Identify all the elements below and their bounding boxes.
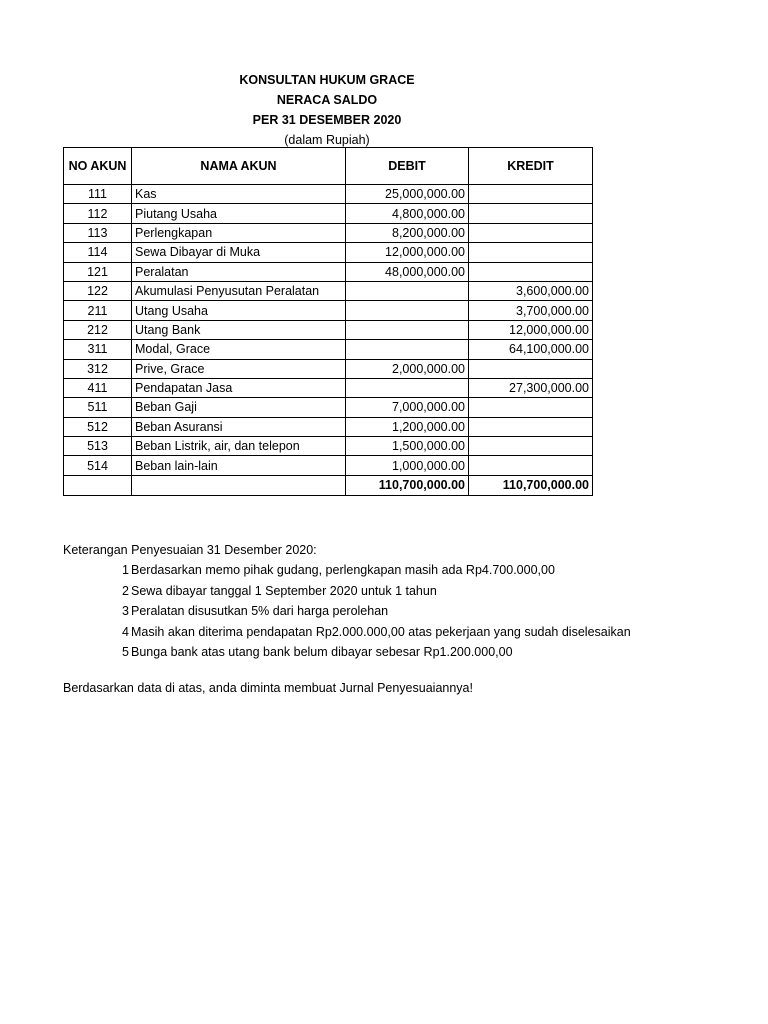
kredit-amount xyxy=(469,185,593,204)
report-title: NERACA SALDO xyxy=(276,93,378,107)
account-number: 411 xyxy=(64,378,132,397)
note-text: Peralatan disusutkan 5% dari harga perolehan xyxy=(131,604,389,619)
note-item xyxy=(63,581,631,601)
account-name: Peralatan xyxy=(132,262,346,281)
total-name-cell xyxy=(132,475,346,495)
kredit-amount xyxy=(469,243,593,262)
column-header-nama-akun: NAMA AKUN xyxy=(132,148,346,185)
account-number: 121 xyxy=(64,262,132,281)
column-header-debit: DEBIT xyxy=(346,148,469,185)
account-number: 112 xyxy=(64,204,132,223)
notes-heading: Keterangan Penyesuaian 31 Desember 2020: xyxy=(63,543,317,557)
debit-amount xyxy=(346,320,469,339)
kredit-amount: 3,700,000.00 xyxy=(469,301,593,320)
table-row xyxy=(64,417,593,436)
debit-amount: 8,200,000.00 xyxy=(346,223,469,242)
account-number: 311 xyxy=(64,340,132,359)
debit-amount: 12,000,000.00 xyxy=(346,243,469,262)
account-name: Beban lain-lain xyxy=(132,456,346,475)
debit-amount xyxy=(346,378,469,397)
table-header-row xyxy=(64,148,593,185)
account-number: 111 xyxy=(64,185,132,204)
kredit-amount xyxy=(469,437,593,456)
account-number: 212 xyxy=(64,320,132,339)
account-number: 113 xyxy=(64,223,132,242)
total-kredit: 110,700,000.00 xyxy=(469,475,593,495)
debit-amount: 4,800,000.00 xyxy=(346,204,469,223)
report-unit: (dalam Rupiah) xyxy=(284,133,370,147)
kredit-amount xyxy=(469,223,593,242)
debit-amount xyxy=(346,281,469,300)
debit-amount: 1,000,000.00 xyxy=(346,456,469,475)
table-row xyxy=(64,359,593,378)
account-name: Akumulasi Penyusutan Peralatan xyxy=(132,281,346,300)
account-number: 122 xyxy=(64,281,132,300)
debit-amount: 7,000,000.00 xyxy=(346,398,469,417)
kredit-amount xyxy=(469,417,593,436)
table-row xyxy=(64,281,593,300)
account-number: 512 xyxy=(64,417,132,436)
company-name: KONSULTAN HUKUM GRACE xyxy=(239,73,415,87)
debit-amount: 2,000,000.00 xyxy=(346,359,469,378)
note-item xyxy=(63,601,631,621)
account-name: Perlengkapan xyxy=(132,223,346,242)
account-name: Utang Usaha xyxy=(132,301,346,320)
account-name: Modal, Grace xyxy=(132,340,346,359)
account-number: 513 xyxy=(64,437,132,456)
table-row xyxy=(64,320,593,339)
account-name: Beban Listrik, air, dan telepon xyxy=(132,437,346,456)
note-number: 4 xyxy=(122,624,129,639)
total-debit: 110,700,000.00 xyxy=(346,475,469,495)
note-item xyxy=(63,622,631,642)
table-row xyxy=(64,185,593,204)
column-header-no-akun: NO AKUN xyxy=(64,148,132,185)
table-row xyxy=(64,243,593,262)
note-text: Masih akan diterima pendapatan Rp2.000.000,00 atas pekerjaan yang sudah diselesaikan xyxy=(131,624,631,639)
kredit-amount: 64,100,000.00 xyxy=(469,340,593,359)
note-number: 1 xyxy=(122,563,129,578)
debit-amount xyxy=(346,301,469,320)
account-number: 514 xyxy=(64,456,132,475)
document-header xyxy=(182,70,472,150)
report-period: PER 31 DESEMBER 2020 xyxy=(252,113,402,127)
account-name: Utang Bank xyxy=(132,320,346,339)
debit-amount: 48,000,000.00 xyxy=(346,262,469,281)
note-number: 5 xyxy=(122,645,129,660)
debit-amount: 1,500,000.00 xyxy=(346,437,469,456)
table-row xyxy=(64,223,593,242)
account-number: 511 xyxy=(64,398,132,417)
note-text: Bunga bank atas utang bank belum dibayar sebesar Rp1.200.000,00 xyxy=(131,645,513,660)
total-no-cell xyxy=(64,475,132,495)
kredit-amount xyxy=(469,262,593,281)
account-number: 312 xyxy=(64,359,132,378)
account-name: Sewa Dibayar di Muka xyxy=(132,243,346,262)
table-row xyxy=(64,262,593,281)
account-name: Kas xyxy=(132,185,346,204)
column-header-kredit: KREDIT xyxy=(469,148,593,185)
kredit-amount: 3,600,000.00 xyxy=(469,281,593,300)
instruction-text: Berdasarkan data di atas, anda diminta membuat Jurnal Penyesuaiannya! xyxy=(63,681,473,695)
debit-amount: 1,200,000.00 xyxy=(346,417,469,436)
table-row xyxy=(64,301,593,320)
table-row xyxy=(64,456,593,475)
table-body xyxy=(64,185,593,476)
kredit-amount xyxy=(469,204,593,223)
note-text: Sewa dibayar tanggal 1 September 2020 untuk 1 tahun xyxy=(131,583,437,598)
debit-amount: 25,000,000.00 xyxy=(346,185,469,204)
table-row xyxy=(64,204,593,223)
note-number: 2 xyxy=(122,583,129,598)
debit-amount xyxy=(346,340,469,359)
kredit-amount xyxy=(469,359,593,378)
account-name: Piutang Usaha xyxy=(132,204,346,223)
kredit-amount: 27,300,000.00 xyxy=(469,378,593,397)
trial-balance-table xyxy=(63,147,593,496)
note-text: Berdasarkan memo pihak gudang, perlengkapan masih ada Rp4.700.000,00 xyxy=(131,563,555,578)
account-name: Beban Asuransi xyxy=(132,417,346,436)
table-row xyxy=(64,340,593,359)
account-name: Pendapatan Jasa xyxy=(132,378,346,397)
note-number: 3 xyxy=(122,604,129,619)
account-number: 114 xyxy=(64,243,132,262)
kredit-amount xyxy=(469,456,593,475)
adjustment-notes xyxy=(63,540,631,662)
table-row xyxy=(64,378,593,397)
total-row xyxy=(64,475,593,495)
table-row xyxy=(64,437,593,456)
account-name: Beban Gaji xyxy=(132,398,346,417)
kredit-amount xyxy=(469,398,593,417)
kredit-amount: 12,000,000.00 xyxy=(469,320,593,339)
account-number: 211 xyxy=(64,301,132,320)
notes-list xyxy=(63,560,631,662)
note-item xyxy=(63,560,631,580)
table-row xyxy=(64,398,593,417)
note-item xyxy=(63,642,631,662)
account-name: Prive, Grace xyxy=(132,359,346,378)
